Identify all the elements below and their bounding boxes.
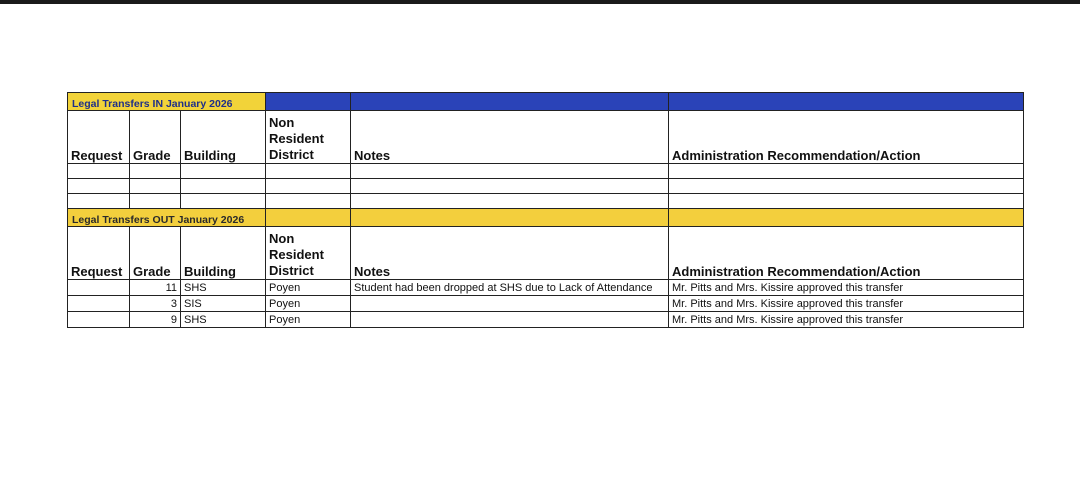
cell-building: SHS — [181, 280, 266, 296]
cell-notes: Student had been dropped at SHS due to Lack of Attendance — [351, 280, 669, 296]
cell-notes — [351, 296, 669, 312]
table-row — [68, 296, 1024, 312]
transfer-sheet — [67, 92, 1023, 328]
table-row — [68, 312, 1024, 328]
cell-request — [68, 280, 130, 296]
header-request: Request — [68, 227, 130, 280]
header-grade: Grade — [130, 111, 181, 164]
cell-district: Poyen — [266, 296, 351, 312]
transfers-out-title: Legal Transfers OUT January 2026 — [68, 209, 266, 227]
header-building: Building — [181, 227, 266, 280]
header-building: Building — [181, 111, 266, 164]
transfers-in-header-row — [68, 111, 1024, 164]
cell-district: Poyen — [266, 280, 351, 296]
transfers-out-title-row — [68, 209, 1024, 227]
cell-building: SHS — [181, 312, 266, 328]
cell-grade: 11 — [130, 280, 181, 296]
transfers-table — [67, 92, 1024, 328]
cell-district: Poyen — [266, 312, 351, 328]
header-admin-action: Administration Recommendation/Action — [669, 111, 1024, 164]
cell-building: SIS — [181, 296, 266, 312]
header-notes: Notes — [351, 111, 669, 164]
cell-admin-action: Mr. Pitts and Mrs. Kissire approved this transfer — [669, 312, 1024, 328]
transfers-out-header-row — [68, 227, 1024, 280]
transfers-in-title: Legal Transfers IN January 2026 — [68, 93, 266, 111]
table-row — [68, 280, 1024, 296]
header-notes: Notes — [351, 227, 669, 280]
header-non-resident-district: Non Resident District — [266, 111, 351, 164]
cell-grade: 9 — [130, 312, 181, 328]
cell-admin-action: Mr. Pitts and Mrs. Kissire approved this transfer — [669, 280, 1024, 296]
table-row — [68, 164, 1024, 179]
header-request: Request — [68, 111, 130, 164]
transfers-in-title-row — [68, 93, 1024, 111]
cell-request — [68, 312, 130, 328]
cell-request — [68, 296, 130, 312]
table-row — [68, 179, 1024, 194]
header-grade: Grade — [130, 227, 181, 280]
header-non-resident-district: Non Resident District — [266, 227, 351, 280]
cell-notes — [351, 312, 669, 328]
header-admin-action: Administration Recommendation/Action — [669, 227, 1024, 280]
cell-admin-action: Mr. Pitts and Mrs. Kissire approved this transfer — [669, 296, 1024, 312]
top-edge-bar — [0, 0, 1080, 4]
table-row — [68, 194, 1024, 209]
cell-grade: 3 — [130, 296, 181, 312]
